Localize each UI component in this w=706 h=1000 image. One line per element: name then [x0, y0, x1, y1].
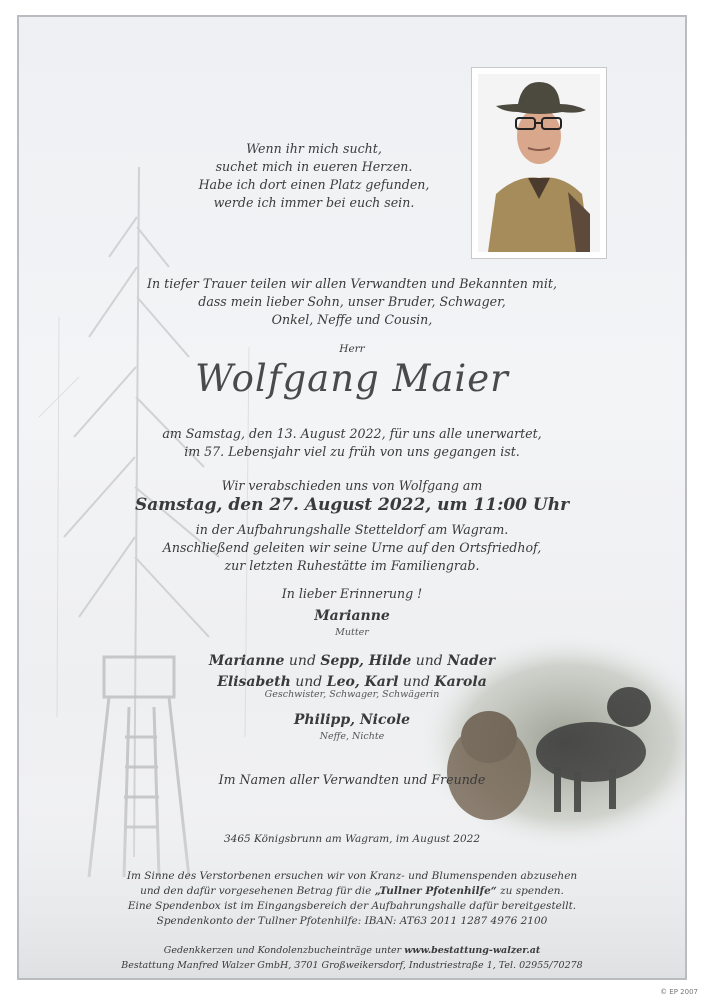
place-date: 3465 Königsbrunn am Wagram, im August 2022	[223, 833, 480, 845]
death-notice	[19, 425, 685, 461]
donation-line: Spendenkonto der Tullner Pfotenhilfe: IBAN: AT63 2011 1287 4976 2100	[156, 915, 548, 927]
closing-text: Im Namen aller Verwandten und Freunde	[218, 772, 486, 787]
donation-line: Eine Spendenbox ist im Eingangsbereich der Aufbahrungshalle dafür bereitgestellt.	[127, 900, 577, 912]
death-line: im 57. Lebensjahr viel zu früh von uns gegangen ist.	[184, 444, 520, 459]
website-link[interactable]: www.bestattung-walzer.at	[404, 945, 541, 956]
ceremony-intro: Wir verabschieden uns von Wolfgang am	[221, 478, 483, 493]
relation-siblings: Geschwister, Schwager, Schwägerin	[264, 689, 440, 700]
ceremony-line: zur letzten Ruhestätte im Familiengrab.	[224, 558, 480, 573]
portrait-photo	[471, 67, 607, 259]
intro-line: Onkel, Neffe und Cousin,	[271, 312, 433, 327]
poem-line: suchet mich in eueren Herzen.	[215, 159, 413, 174]
intro-text	[19, 275, 685, 329]
death-line: am Samstag, den 13. August 2022, für uns alle unerwartet,	[162, 426, 542, 441]
siblings-line: Marianne und Sepp, Hilde und Nader	[208, 653, 496, 669]
portrait-image	[478, 74, 600, 252]
relation-nephews: Neffe, Nichte	[319, 731, 385, 742]
donation-line: und den dafür vorgesehenen Betrag für die „Tullner Pfotenhilfe“ zu spenden.	[140, 885, 564, 897]
ceremony-details	[19, 521, 685, 575]
footer-line: Gedenkkerzen und Kondolenzbucheinträge unter www.bestattung-walzer.at	[163, 945, 541, 956]
charity-name: „Tullner Pfotenhilfe“	[374, 885, 497, 897]
obituary-card	[17, 15, 687, 980]
intro-line: In tiefer Trauer teilen wir allen Verwandten und Bekannten mit,	[147, 276, 557, 291]
mourner-mother: Marianne	[314, 608, 390, 624]
copyright: © EP 2007	[660, 988, 698, 996]
footer-line: Bestattung Manfred Walzer GmbH, 3701 Großweikersdorf, Industriestraße 1, Tel. 02955/70278	[121, 960, 583, 971]
ceremony-date: Samstag, den 27. August 2022, um 11:00 Uhr	[134, 495, 570, 515]
ceremony-line: in der Aufbahrungshalle Stetteldorf am Wagram.	[195, 522, 509, 537]
donation-notice	[19, 869, 685, 929]
poem-line: Wenn ihr mich sucht,	[246, 141, 382, 156]
ceremony-line: Anschließend geleiten wir seine Urne auf den Ortsfriedhof,	[162, 540, 542, 555]
memory-intro: In lieber Erinnerung !	[281, 586, 423, 601]
honorific: Herr	[339, 343, 365, 355]
siblings-line: Elisabeth und Leo, Karl und Karola	[217, 674, 487, 690]
deceased-name: Wolfgang Maier	[195, 357, 509, 400]
mourner-siblings	[19, 650, 685, 692]
intro-line: dass mein lieber Sohn, unser Bruder, Schwager,	[198, 294, 506, 309]
poem-line: Habe ich dort einen Platz gefunden,	[198, 177, 430, 192]
funeral-home-footer	[19, 943, 685, 973]
poem-line: werde ich immer bei euch sein.	[213, 195, 415, 210]
donation-line: Im Sinne des Verstorbenen ersuchen wir von Kranz- und Blumenspenden abzusehen	[126, 870, 578, 882]
mourner-nephews: Philipp, Nicole	[293, 712, 411, 728]
relation-mother: Mutter	[335, 627, 369, 638]
poem	[169, 140, 459, 212]
